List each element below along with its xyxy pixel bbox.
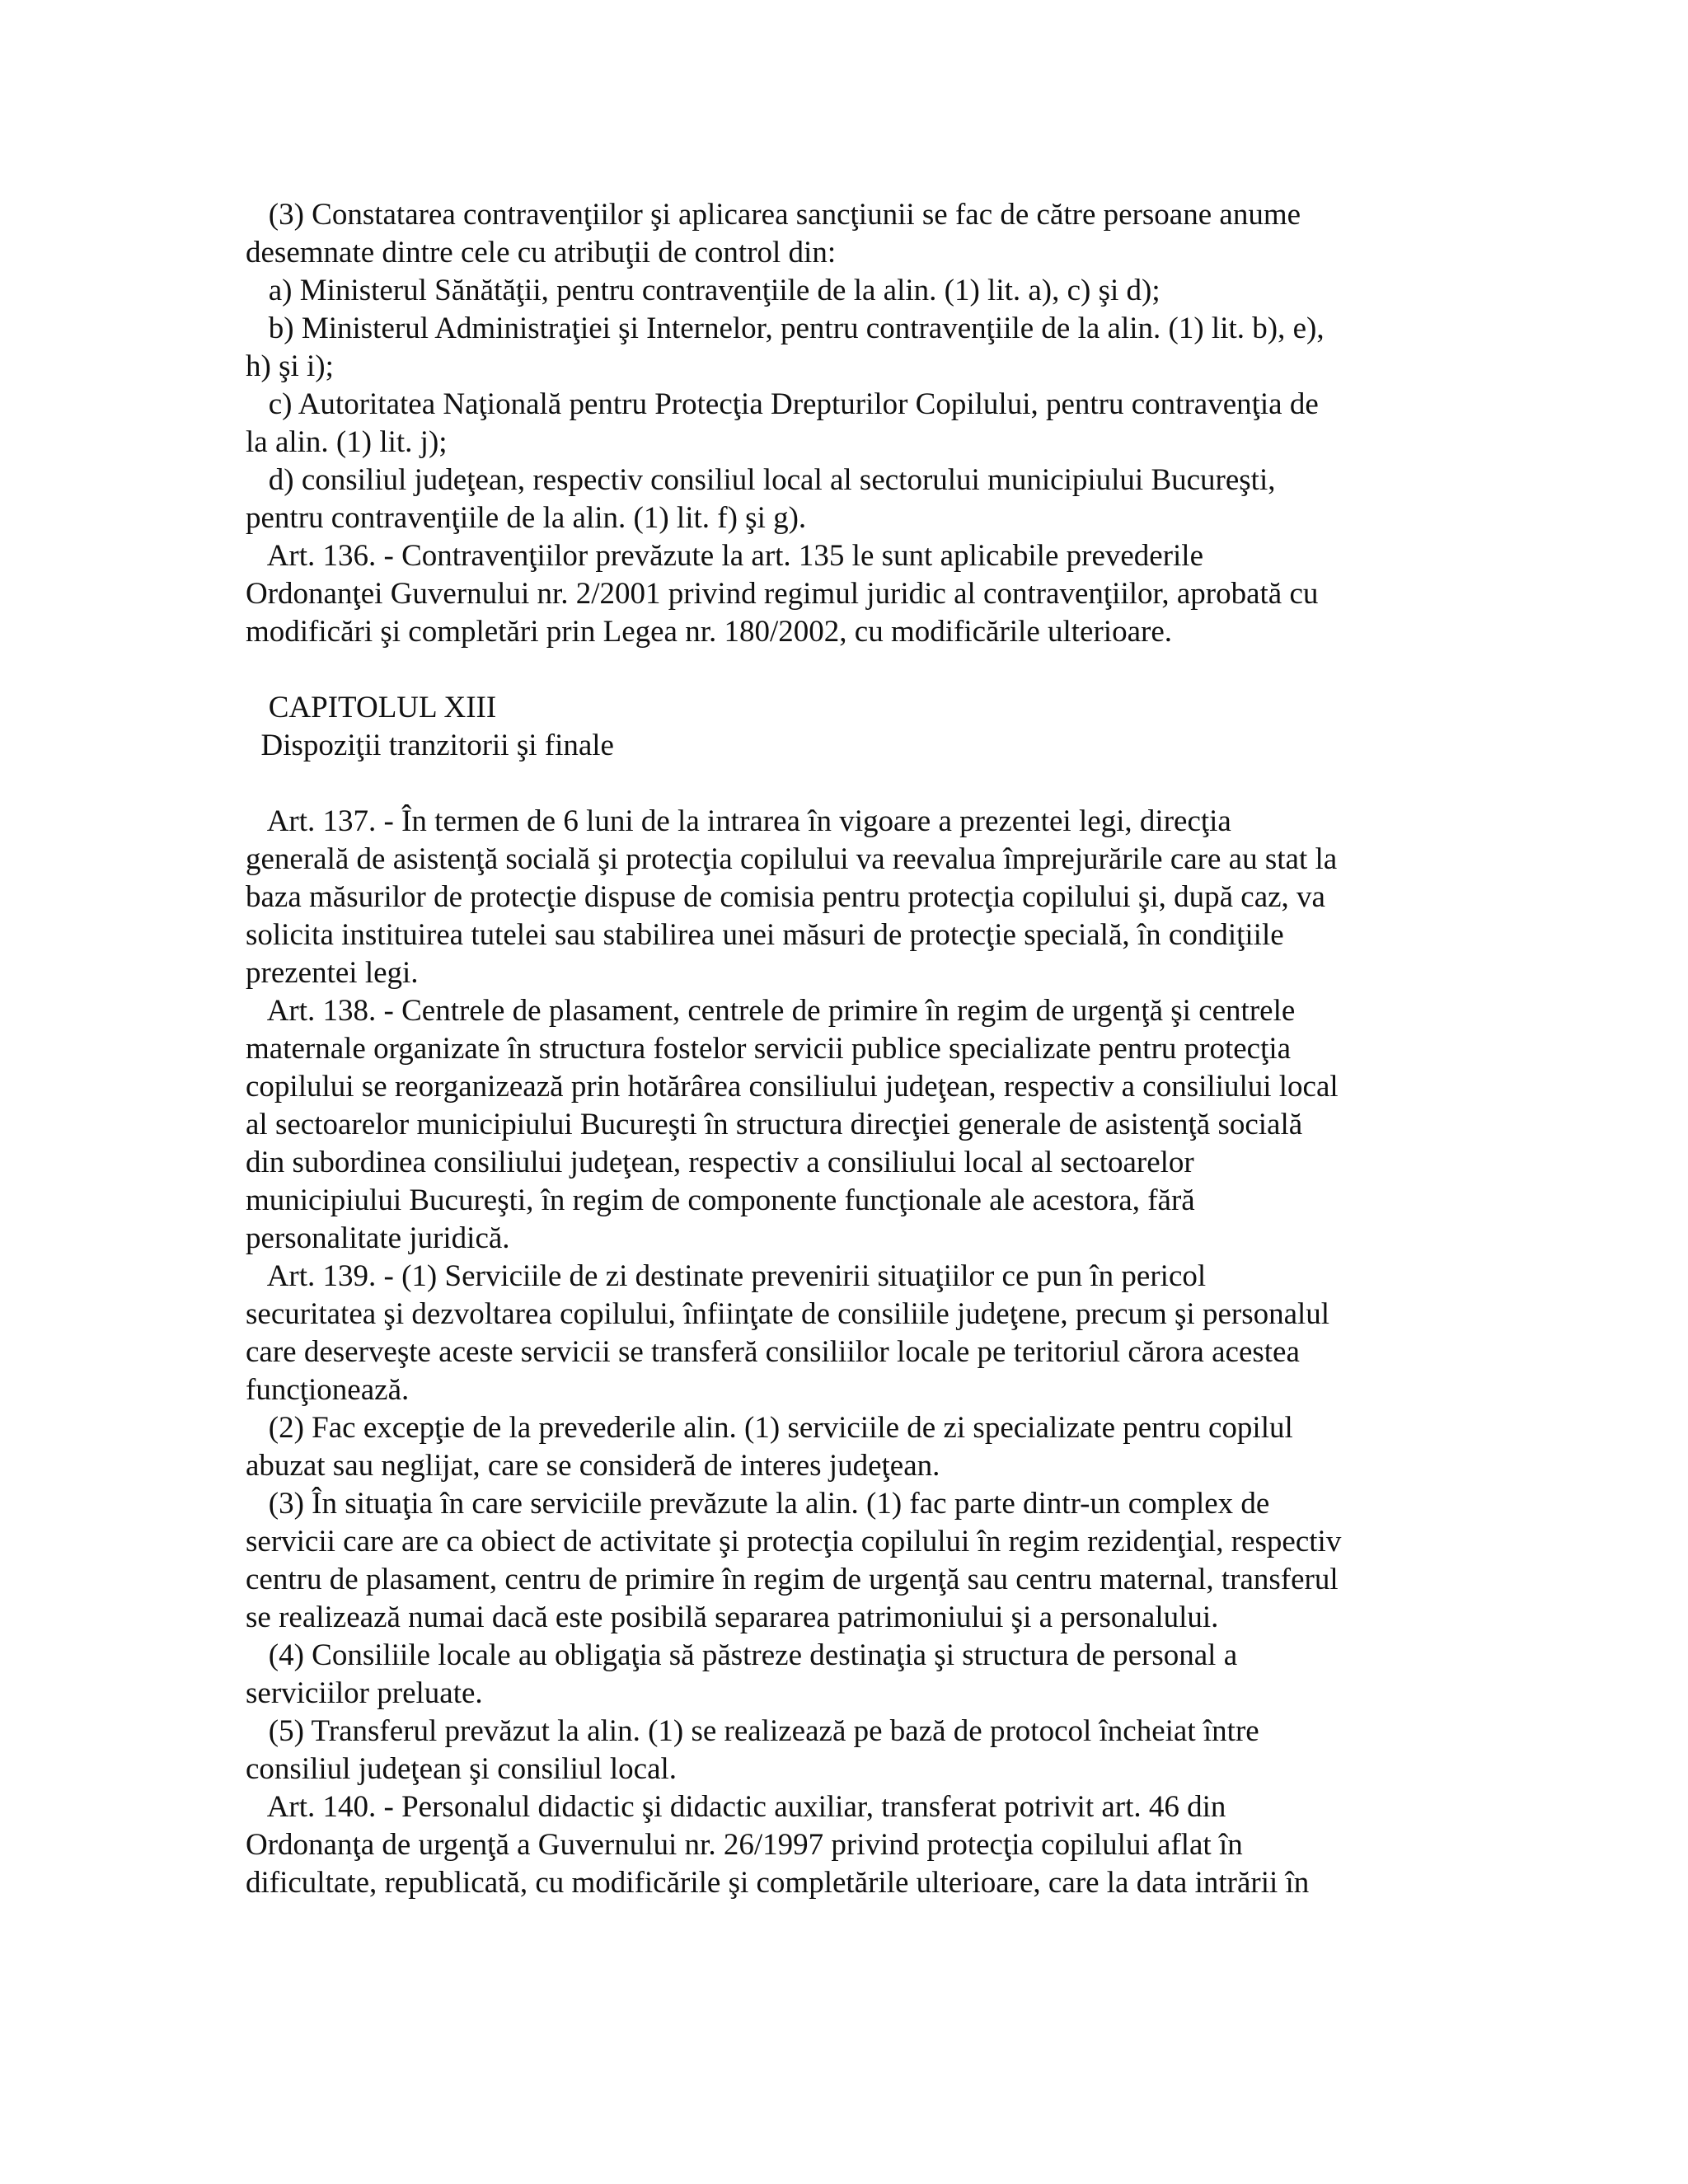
text-line: consiliul judeţean şi consiliul local. (246, 1752, 678, 1786)
text-line: la alin. (1) lit. j); (246, 425, 448, 459)
text-line: (3) Constatarea contravenţiilor şi aplicarea sancţiunii se fac de către persoane anume (246, 198, 1301, 232)
text-line: (5) Transferul prevăzut la alin. (1) se realizează pe bază de protocol încheiat între (246, 1714, 1259, 1748)
text-line: generală de asistenţă socială şi protecţia copilului va reevalua împrejurările care au stat la (246, 842, 1338, 876)
text-line: b) Ministerul Administraţiei şi Internelor, pentru contravenţiile de la alin. (1) lit. b), e), (246, 312, 1325, 345)
text-line: serviciilor preluate. (246, 1676, 483, 1710)
text-line: d) consiliul judeţean, respectiv consiliul local al sectorului municipiului Bucureşti, (246, 463, 1276, 497)
blank-line (246, 765, 1449, 803)
text-line: solicita instituirea tutelei sau stabilirea unei măsuri de protecţie specială, în condiţiile (246, 918, 1284, 952)
text-line: centru de plasament, centru de primire în regim de urgenţă sau centru maternal, transferul (246, 1563, 1339, 1596)
section-dispozitii (246, 803, 1449, 1902)
text-line: se realizează numai dacă este posibilă separarea patrimoniului şi a personalului. (246, 1601, 1219, 1634)
text-line: prezentei legi. (246, 956, 419, 990)
text-line: Art. 140. - Personalul didactic şi didactic auxiliar, transferat potrivit art. 46 din (246, 1790, 1226, 1824)
text-line: servicii care are ca obiect de activitate şi protecţia copilului în regim rezidenţial, respectiv (246, 1525, 1342, 1558)
text-line: abuzat sau neglijat, care se consideră de interes judeţean. (246, 1449, 940, 1483)
text-line: baza măsurilor de protecţie dispuse de comisia pentru protecţia copilului şi, după caz, va (246, 880, 1325, 914)
text-line: Ordonanţa de urgenţă a Guvernului nr. 26/1997 privind protecţia copilului aflat în (246, 1828, 1243, 1862)
text-line: pentru contravenţiile de la alin. (1) lit. f) şi g). (246, 501, 807, 535)
text-line: municipiului Bucureşti, în regim de componente funcţionale ale acestora, fără (246, 1183, 1195, 1217)
text-line: c) Autoritatea Naţională pentru Protecţia Drepturilor Copilului, pentru contravenţia de (246, 387, 1319, 421)
text-line: Art. 136. - Contravenţiilor prevăzute la art. 135 le sunt aplicabile prevederile (246, 539, 1204, 573)
text-line: funcţionează. (246, 1373, 410, 1407)
text-line: din subordinea consiliului judeţean, respectiv a consiliului local al sectoarelor (246, 1146, 1194, 1179)
text-line: desemnate dintre cele cu atribuţii de control din: (246, 236, 837, 269)
text-line: care deserveşte aceste servicii se transferă consiliilor locale pe teritoriul cărora acestea (246, 1335, 1300, 1369)
text-line: (2) Fac excepţie de la prevederile alin. (1) serviciile de zi specializate pentru copilul (246, 1411, 1293, 1445)
text-line: copilului se reorganizează prin hotărârea consiliului judeţean, respectiv a consiliului local (246, 1070, 1339, 1104)
text-line: al sectoarelor municipiului Bucureşti în structura direcţiei generale de asistenţă socială (246, 1108, 1303, 1141)
blank-line (246, 651, 1449, 689)
section-contraventii (246, 196, 1449, 651)
text-line: maternale organizate în structura fostelor servicii publice specializate pentru protecţia (246, 1032, 1292, 1066)
text-line: Art. 138. - Centrele de plasament, centrele de primire în regim de urgenţă şi centrele (246, 994, 1296, 1028)
text-line: securitatea şi dezvoltarea copilului, înfiinţate de consiliile judeţene, precum şi personalul (246, 1297, 1330, 1331)
text-line: Ordonanţei Guvernului nr. 2/2001 privind regimul juridic al contravenţiilor, aprobată cu (246, 577, 1319, 611)
text-line: dificultate, republicată, cu modificările şi completările ulterioare, care la data intrării în (246, 1866, 1310, 1900)
text-line: (4) Consiliile locale au obligaţia să păstreze destinaţia şi structura de personal a (246, 1638, 1238, 1672)
chapter-heading (246, 689, 1449, 765)
document-body (246, 196, 1449, 1902)
text-line: modificări şi completări prin Legea nr. 180/2002, cu modificările ulterioare. (246, 615, 1173, 649)
text-line: Art. 137. - În termen de 6 luni de la intrarea în vigoare a prezentei legi, direcţia (246, 804, 1231, 838)
text-line: a) Ministerul Sănătăţii, pentru contravenţiile de la alin. (1) lit. a), c) şi d); (246, 274, 1160, 307)
text-line: h) şi i); (246, 349, 334, 383)
text-line: personalitate juridică. (246, 1221, 510, 1255)
chapter-heading-line: CAPITOLUL XIII (246, 691, 497, 724)
text-line: (3) În situaţia în care serviciile prevăzute la alin. (1) fac parte dintr-un complex de (246, 1487, 1270, 1521)
text-line: Art. 139. - (1) Serviciile de zi destinate prevenirii situaţiilor ce pun în pericol (246, 1259, 1207, 1293)
chapter-heading-line: Dispoziţii tranzitorii şi finale (246, 729, 614, 762)
